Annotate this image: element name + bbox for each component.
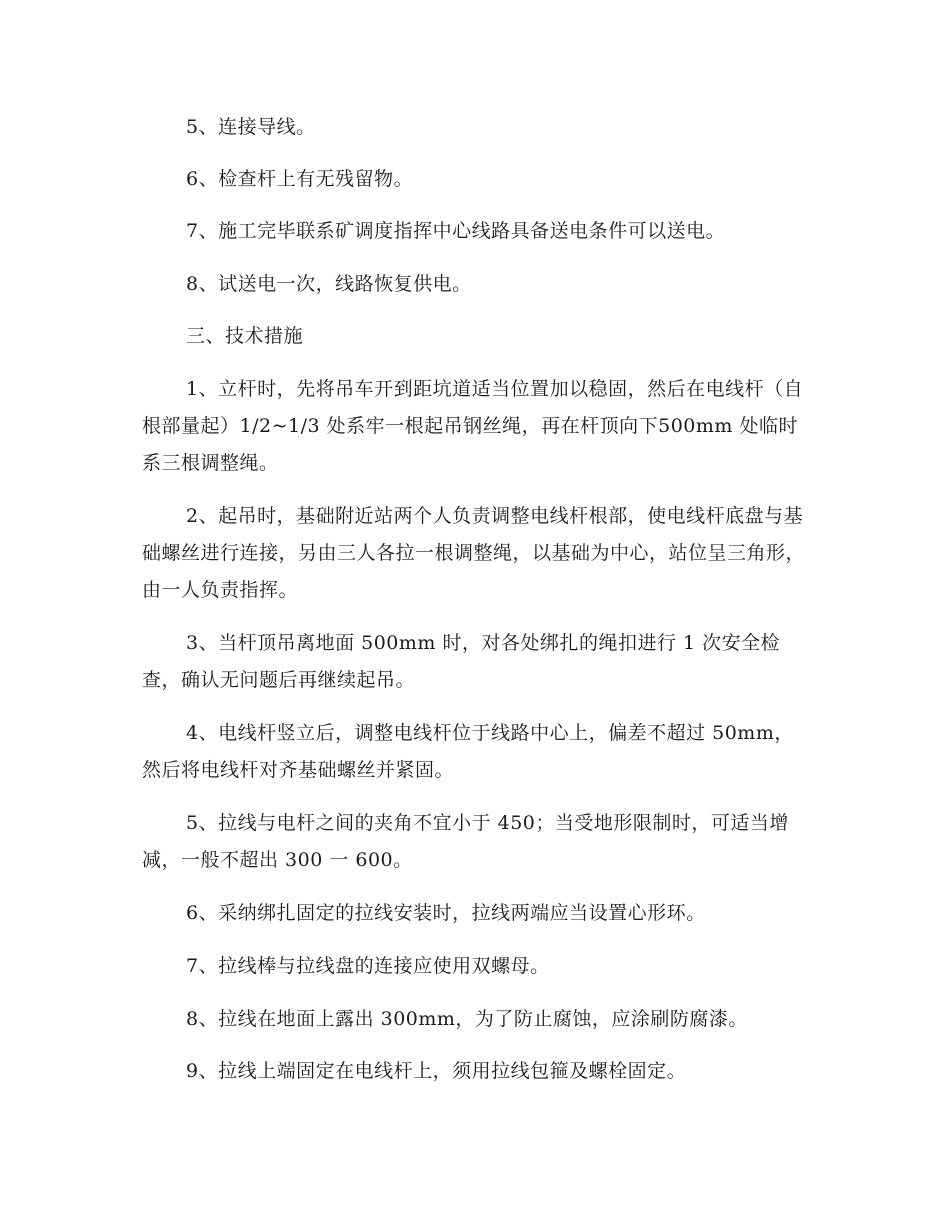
paragraph-step-6: 6、检查杆上有无残留物。 [186, 168, 414, 190]
paragraph-measure-1: 1、立杆时，先将吊车开到距坑道适当位置加以稳固，然后在电线杆（自根部量起）1/2~1/3 处系牢一根起吊钢丝绳，再在杆顶向下500mm 处临时系三根调整绳。 [142, 378, 804, 474]
paragraph-step-8: 8、试送电一次，线路恢复供电。 [186, 273, 472, 295]
paragraph-measure-3: 3、当杆顶吊离地面 500mm 时，对各处绑扎的绳扣进行 1 次安全检查，确认无问题后再继续起吊。 [142, 632, 781, 691]
paragraph-measure-6: 6、采纳绑扎固定的拉线安装时，拉线两端应当设置心形环。 [186, 902, 706, 924]
paragraph-measure-5: 5、拉线与电杆之间的夹角不宜小于 450；当受地形限制时，可适当增减，一般不超出 300 一 600。 [142, 812, 789, 871]
paragraph-step-7: 7、施工完毕联系矿调度指挥中心线路具备送电条件可以送电。 [186, 220, 726, 242]
paragraph-measure-8: 8、拉线在地面上露出 300mm，为了防止腐蚀，应涂刷防腐漆。 [186, 1008, 748, 1030]
section-heading-technical-measures: 三、技术措施 [186, 325, 304, 347]
paragraph-step-5: 5、连接导线。 [186, 116, 316, 138]
paragraph-measure-2: 2、起吊时，基础附近站两个人负责调整电线杆根部，使电线杆底盘与基础螺丝进行连接，另由三人各拉一根调整绳，以基础为中心，站位呈三角形，由一人负责指挥。 [142, 505, 806, 601]
paragraph-measure-7: 7、拉线棒与拉线盘的连接应使用双螺母。 [186, 955, 550, 977]
paragraph-measure-9: 9、拉线上端固定在电线杆上，须用拉线包箍及螺栓固定。 [186, 1060, 687, 1082]
paragraph-measure-4: 4、电线杆竖立后，调整电线杆位于线路中心上，偏差不超过 50mm，然后将电线杆对齐基础螺丝并紧固。 [142, 722, 794, 781]
